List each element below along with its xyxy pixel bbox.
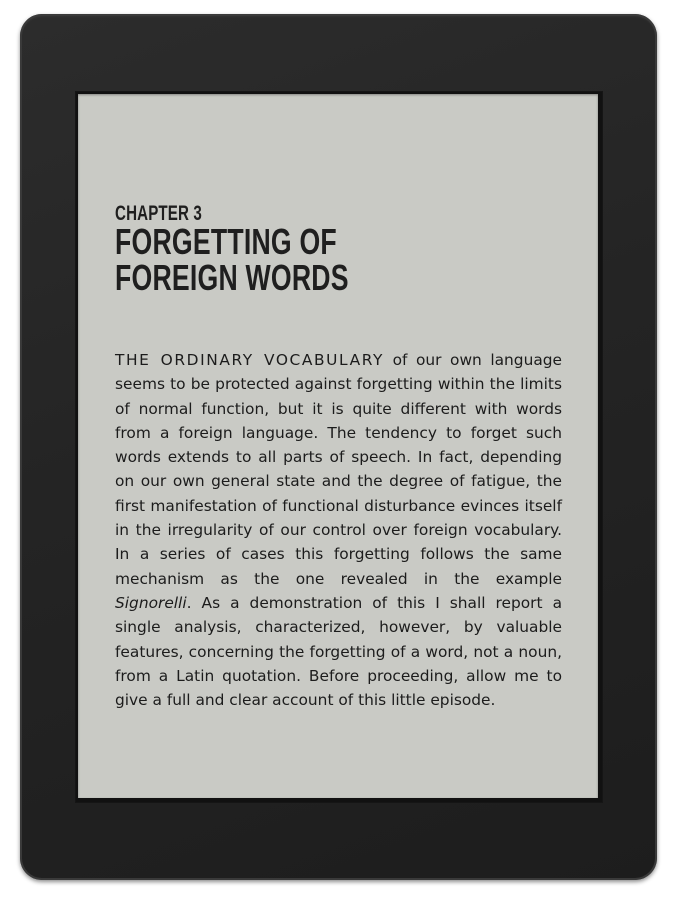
screen-frame [76,92,602,802]
ereader-device [20,14,657,880]
chapter-title: FORGETTING OF FOREIGN WORDS [115,221,349,298]
body-text-part-2: . As a demonstration of this I shall report a single analysis, characterized, however, by valuable features, concerning the forgetting of a word, not a noun, from a Latin quotation. Before proceeding, allow me to give a full and clear account of this little episode. [115,593,562,710]
chapter-number: CHAPTER 3 [115,202,202,225]
body-lead-in: THE ORDINARY VOCABULARY [115,351,385,369]
body-emphasis: Signorelli [115,593,187,612]
body-text-part-1: of our own language seems to be protected against forgetting within the limits of normal function, but it is quite different with words from a foreign language. The tendency to forget such words extends to all parts of speech. In fact, depending on our own general state and the degree of fatigue, the first manifestation of functional disturbance evinces itself in the irregularity of our control over foreign vocabulary. In a series of cases this forgetting follows the same mechanism as the one revealed in the example [115,351,562,588]
reading-screen[interactable] [78,94,598,798]
chapter-body-text [115,348,562,712]
